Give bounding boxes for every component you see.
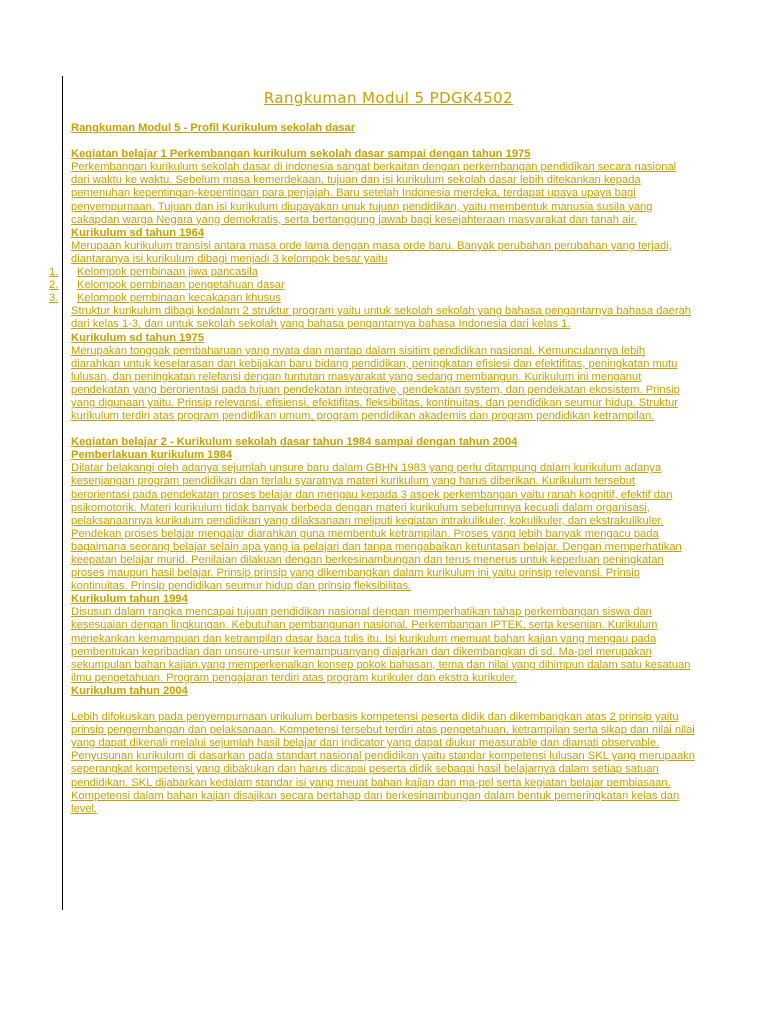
kurikulum-1994-heading: Kurikulum tahun 1994 (71, 593, 188, 606)
list-item-text: Kelompok pembinaan jiwa pancasila (77, 266, 258, 279)
list-item-text: Kelompok pembinaan kecakapan khusus (77, 292, 281, 305)
page-margin-line (62, 76, 63, 910)
kb2-heading: Kegiatan belajar 2 - Kurikulum sekolah dasar tahun 1984 sampai dengan tahun 2004 (71, 436, 518, 449)
kurikulum-1964-structure-paragraph: Struktur kurikulum dibagi kedalam 2 struktur program yaitu untuk sekolah sekolah yang bahasa pengantarnya bahasa daerah dari kelas 1-3, dan untuk sekolah sekolah yang bahasa pengantarnya bahasa Indonesia dari kelas 1. (71, 305, 692, 331)
kurikulum-2004-paragraph: Lebih difokuskan pada penyempurnaan urikulum berbasis kompetensi peserta didik dan dikembangkan atas 2 prinsip yaitu prinsip pengembangan dan pelaksanaan. Kompetensi tersebut terdiri atas pengetahuan, ketrampilan serta sikap dan nilai nilai yang dapat dikenali melalui sejumlah hasil belajar dan indicator yang dapat diukur measurable dan diamati observable. Penyusunan kurikulum di dasarkan pada standart nasional pendidikan yaitu standar kompetensi lulusan SKL yang merupaakn seperangkat kompetensi yang dibakukan dan harus dicapai peserta didik sebagai hasil belajarnya dalam setiap satuan pendidikan. SKL dijabarkan kedalam standar isi yang meuat bahan kajian dan ma-pel serta kegiatan belajar pembiasaan. Kompetensi dalam bahan kajian disajikan secara bertahap dan berkesinambungan dalam bentuk pemeringkatan kelas dan level. (71, 711, 695, 815)
kurikulum-1994-paragraph: Disusun dalam rangka mencapai tujuan pendidikan nasional dengan memperhatikan tahap perkembangan siswa dan kesesuaian dengan lingkungan. Kebutuhan pembangunan nasional. Perkembangan IPTEK, serta kesenian. Kurikulum menekankan kemampuan dan ketrampilan dasar baca tulis itu. Isi kurikulum memuat bahan kajian yang mengau pada pembentukan kepribadian dan unsure-unsur kemampuanyang diajarkan dan dikembangkan di sd. Ma-pel merupakan sekumpulan bahan kajian.yang memperkenalkan konsep pokok bahasan, tema dan nilai yang dihimpun dalam satu kesatuan ilmu pengetahuan. Program pengajaran terdiri atas program kurikuler dan ekstra kurikuler. (71, 606, 691, 684)
kurikulum-2004-heading: Kurikulum tahun 2004 (71, 684, 188, 697)
document-subtitle: Rangkuman Modul 5 - Profil Kurikulum sekolah dasar (71, 122, 356, 135)
list-item-text: Kelompok pembinaan pengetahuan dasar (77, 279, 285, 292)
document-body (49, 89, 696, 816)
section-spacer (71, 423, 696, 436)
kb1-intro-paragraph: Perkembangan kurikulum sekolah dasar di indonesia sangat berkaitan dengan perkembangan pendidikan secara nasional dari waktu ke waktu. Sebelum masa kemerdekaan, tujuan dan isi kurikulum sekolah dasar lebih ditekankan kepada pemenuhan kepentingan-kepentingan para penjajah. Baru setelah Indonesia merdeka, terdapat upaya upaya bagi penyempurnaan. Tujuan dan isi kurikulum diupayakan unuk tujuan pendidikan, yaitu membentuk manusia susila yang cakapdan warga Negara yang demokratis, serta bertanggung jawab bagi kesejahteraan masyarakat dan tanah air. (71, 161, 677, 226)
list-item (49, 266, 696, 279)
list-item-number: 2. (49, 279, 59, 292)
kelompok-list (49, 266, 696, 305)
section-spacer (71, 698, 696, 711)
kurikulum-1984-paragraph: Dilatar belakangi oleh adanya sejumlah unsure baru dalam GBHN 1983 yang perlu ditampung dalam kurikulum adanya kesenjangan program pendidikan dan terlalu syaratnya materi kurikulum yang harus diberikan. Kurikulum tersebut berorientasi pada pendekatan proses belajar dan mengau kepada 3 aspek perkembangan yaitu ranah kognitif, efektif dan psikomotorik. Materi kurikulum tidak banyak berbeda dengan materi kurikulum sebelumnya kecuali dalam organisasi, pelaksanaannya kurikulum pendidikan yang dilaksanaan meliputi kegiatan intrakulikuler, kokulikuler, dan ekstrakulikuler. Pendekan proses belajar mengajar diarahkan guna membentuk ketrampilan. Proses yang lebih banyak mengacu pada bagaimana seorang belajar selain apa yang ia pelajari dan tanpa mengabaikan ketuntasan belajar. Dengan memperhatikan keepatan belajar murid. Penilaian dilakuan dengan berkesinambungan dan terus menerus untuk keperluan peningkatan proses maupun hasil belajar. Prinsip prinsip yang dikembangkan dalam kurikulum ini yaitu prinsip relevansi. Prinsip kontinuitas. Prinsip pendidikan seumur hidup dan prinsip fleksibilitas. (71, 462, 682, 593)
kb1-heading: Kegiatan belajar 1 Perkembangan kurikulum sekolah dasar sampai dengan tahun 1975 (71, 148, 531, 161)
list-item-number: 1. (49, 266, 59, 279)
kurikulum-1975-paragraph: Merupakan tonggak pembaharuan yang nyata dan mantap dalam sisitim pendidikan nasional. Kemunculannya lebih diarahkan untuk keselarasan dan kebijakan baru bidang pendidikan, peningkatan efisiesi dan efektifitas, peningkatan mutu lulusan, dan peningkatan relefansi dengan tuntutan masyarakat yang sedang membangun. Kurikulum ini menganut pendekatan yang berorientasi pada tujuan pendekatan integrative, pendekatan system, dan pendekatan ekosistem. Prinsip yang digunaan yaitu. Prinsip relevansi, efisiensi, efektifitas, fleksibilitas, kontinuitas, dan pendidikan seumur hidup. Struktur kurikulum terdiri atas program pendidikan umum, program pendidikan akademis dan program pendidikan ketrampilan. (71, 344, 680, 423)
list-item (49, 279, 696, 292)
kurikulum-1984-heading: Pemberlakuan kurikulum 1984 (71, 449, 233, 462)
kurikulum-1975-heading: Kurikulum sd tahun 1975 (71, 331, 205, 344)
kurikulum-1964-paragraph: Merupaan kurikulum transisi antara masa orde lama dengan masa orde baru. Banyak perubahan perubahan yang terjadi, diantaranya isi kurikulum dibagi menjadi 3 kelompok besar yaitu (71, 239, 672, 265)
list-item-number: 3. (49, 292, 59, 305)
kurikulum-1964-heading: Kurikulum sd tahun 1964 (71, 226, 205, 239)
document-title: Rangkuman Modul 5 PDGK4502 (263, 89, 514, 107)
list-item (49, 292, 696, 305)
